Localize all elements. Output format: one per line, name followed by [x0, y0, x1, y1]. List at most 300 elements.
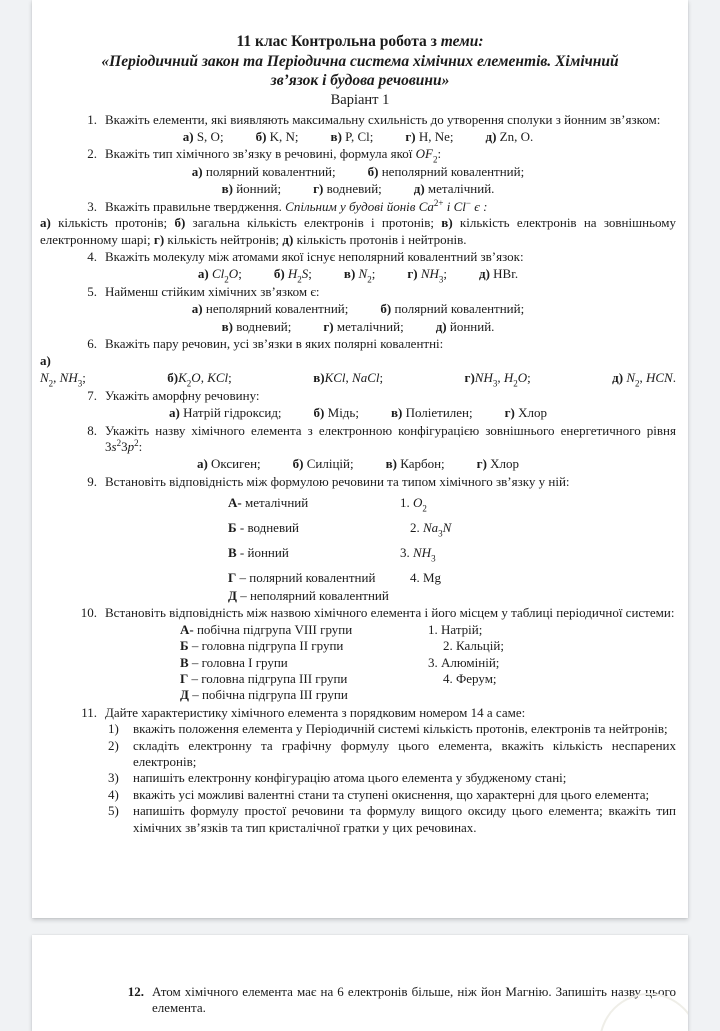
text-run: – неполярний ковалентний: [236, 588, 389, 604]
text-run: NH: [59, 370, 78, 386]
text-run: Оксиген;: [207, 456, 261, 472]
text-run: г): [504, 405, 515, 421]
match-right: [428, 671, 497, 687]
text-run: Вкажіть правильне твердження.: [105, 198, 286, 214]
text-run: металічний;: [333, 318, 404, 334]
doc-title-line: [32, 52, 688, 72]
match-row: [228, 544, 688, 564]
text-run: .: [672, 370, 676, 386]
formula-script: 3: [438, 528, 443, 539]
text-run: Дайте характеристику хімічного елемента з порядковим номером 14 а саме:: [105, 704, 526, 720]
match-left: [180, 622, 428, 638]
question-stem: [87, 387, 676, 404]
text-run: водневий;: [323, 181, 382, 197]
text-run: ,: [345, 370, 353, 386]
text-run: NH: [474, 370, 493, 386]
formula-script: 2: [422, 503, 427, 514]
text-run: полярний ковалентний;: [202, 163, 336, 179]
text-run: Б: [180, 638, 189, 654]
text-run: ;: [308, 266, 312, 282]
options-paragraph: [40, 215, 676, 248]
match-left: [228, 587, 400, 604]
option: [368, 163, 525, 181]
text-run: кількість електронів на зовнішньому електронному шарі;: [40, 215, 676, 247]
question-4: [32, 249, 688, 283]
question-3: [32, 199, 688, 248]
text-run: побічна підгрупа VIII групи: [193, 621, 353, 637]
text-run: б): [167, 370, 179, 386]
text-run: в): [330, 128, 342, 144]
text-run: :: [138, 438, 143, 454]
option: [313, 369, 383, 387]
text-run: H: [503, 370, 514, 386]
text-run: А-: [180, 621, 194, 637]
question-number: 8.: [87, 422, 97, 438]
option: [477, 455, 519, 473]
question-number: 5.: [87, 283, 97, 299]
document-title: [32, 32, 688, 91]
question-stem: [127, 984, 676, 1017]
text-run: і: [443, 198, 454, 214]
text-run: 1. Натрій;: [428, 621, 483, 637]
text-run: г): [407, 266, 421, 282]
text-run: Вкажіть елементи, які виявляють максимальну схильність до утворення сполуки з йонним зв’язком:: [105, 111, 661, 127]
text-run: Вкажіть тип хімічного зв’язку в речовині, формула якої: [105, 146, 416, 162]
text-run: K, N;: [266, 128, 299, 144]
formula-script: 2: [513, 378, 518, 389]
text-run: Спільним у будові йонів: [285, 198, 419, 214]
text-run: Cl: [453, 198, 466, 214]
text-run: – головна підгрупа III групи: [188, 670, 348, 686]
text-run: г): [153, 231, 165, 247]
options-row: [40, 318, 676, 336]
question-number: 11.: [81, 704, 97, 720]
text-run: Карбон;: [396, 456, 445, 472]
text-run: д): [479, 266, 490, 282]
text-run: KCl: [324, 370, 346, 386]
text-run: в): [441, 215, 453, 231]
text-run: вкажіть усі можливі валентні стани та ступені окиснення, що характерні для цього елемента;: [133, 786, 650, 802]
text-run: а): [191, 301, 203, 317]
text-run: Найменш стійким хімічних зв’язком є:: [105, 283, 320, 299]
text-run: кількість нейтронів;: [164, 231, 283, 247]
question-7: [32, 388, 688, 422]
text-run: складіть електронну та графічну формулу цього елемента, вкажіть кількість неспарених електронів;: [133, 737, 676, 769]
option: [197, 455, 261, 473]
subquestion-number: 5): [108, 803, 119, 819]
subquestion-list: [106, 721, 676, 836]
text-run: O: [413, 495, 423, 511]
text-run: водневий;: [232, 318, 292, 334]
options-row: [40, 455, 676, 473]
option: [274, 265, 312, 283]
formula-script: 2+: [433, 197, 444, 208]
text-run: ,: [497, 370, 504, 386]
text-run: K: [178, 370, 187, 386]
text-run: KCl: [207, 370, 229, 386]
text-run: Хлор: [514, 405, 548, 421]
text-run: Cl: [212, 266, 225, 282]
question-10: [32, 605, 688, 703]
text-run: в): [313, 370, 325, 386]
text-run: ,: [200, 370, 208, 386]
subquestion: [106, 787, 676, 803]
questions-page-1: [32, 112, 688, 836]
option: [256, 128, 299, 146]
match-left: [180, 687, 428, 703]
options-paragraph: [40, 353, 676, 369]
match-right: [400, 494, 427, 514]
option: [183, 128, 224, 146]
text-run: 3: [121, 438, 128, 454]
match-right: [428, 622, 482, 638]
match-right: [400, 569, 441, 586]
text-run: HCN: [646, 370, 673, 386]
question-stem: [87, 336, 676, 352]
match-right: [400, 544, 436, 564]
text-run: O: [517, 370, 528, 386]
match-row: [228, 569, 688, 586]
option: [192, 163, 336, 181]
text-run: Вкажіть молекулу між атомами якої існує неполярний ковалентний зв’язок:: [105, 249, 524, 265]
question-number: 3.: [87, 198, 97, 214]
question-stem: [87, 146, 676, 165]
option: [40, 369, 86, 387]
text-run: S, O;: [193, 128, 224, 144]
text-run: Б: [228, 520, 237, 536]
text-run: В: [228, 545, 237, 561]
match-table: [180, 622, 688, 704]
text-run: 2.: [410, 520, 423, 536]
option: [479, 265, 518, 283]
formula-script: 2: [367, 274, 372, 285]
text-run: д): [282, 231, 294, 247]
question-stem: [87, 197, 676, 215]
question-stem: [87, 283, 676, 300]
formula-script: 2: [186, 378, 192, 389]
text-run: Д: [180, 687, 189, 703]
option: [293, 455, 354, 473]
match-left: [228, 544, 400, 561]
text-run: N: [358, 266, 368, 282]
match-left: [180, 671, 428, 687]
text-run: Мідь;: [324, 405, 359, 421]
text-run: г): [464, 370, 475, 386]
option: [505, 404, 547, 422]
text-run: д): [612, 370, 627, 386]
text-run: неполярний ковалентний;: [378, 163, 525, 179]
question-2: [32, 146, 688, 197]
text-run: Na: [423, 520, 439, 536]
text-run: металічний: [241, 495, 309, 511]
text-run: NH: [413, 545, 432, 561]
subquestion: [106, 803, 676, 836]
options-row: [40, 265, 676, 283]
text-run: Укажіть назву хімічного елемента з електронною конфігурацією зовнішнього енергетичного рівня 3: [105, 422, 676, 454]
text-run: 3. Алюміній;: [428, 654, 500, 670]
doc-title-line: [32, 71, 688, 91]
option: [386, 455, 445, 473]
options-row: [40, 300, 676, 318]
text-run: - водневий: [236, 520, 300, 536]
text-run: Укажіть аморфну речовину:: [105, 387, 260, 403]
text-run: 4. Mg: [410, 570, 442, 586]
options-row: [40, 180, 676, 198]
text-run: NaCl: [352, 370, 380, 386]
text-run: йонний.: [446, 318, 495, 334]
match-left: [180, 638, 428, 654]
match-row: [228, 519, 688, 539]
question-stem: [87, 111, 676, 128]
text-run: - йонний: [236, 545, 289, 561]
formula-script: 2: [224, 274, 229, 285]
text-run: S: [301, 266, 309, 282]
question-8: [32, 423, 688, 473]
text-run: Встановіть відповідність між формулою речовини та типом хімічного зв’язку у ній:: [105, 473, 570, 489]
question-number: 2.: [87, 146, 97, 162]
match-row: [228, 587, 688, 604]
options-row: [40, 404, 676, 422]
question-number: 7.: [87, 387, 97, 403]
page-2: [32, 935, 688, 1031]
subquestion: [106, 770, 676, 786]
text-run: загальна кількість електронів і протонів;: [185, 215, 442, 231]
options-row: [40, 163, 676, 181]
subquestion: [106, 738, 676, 771]
formula-script: 3: [77, 378, 83, 389]
question-number: 9.: [87, 473, 97, 489]
text-run: б): [273, 266, 288, 282]
match-right: [428, 655, 499, 671]
variant-label: Варіант 1: [330, 91, 390, 108]
text-run: вкажіть положення елемента у Періодичній системі кількість протонів, електронів та нейтронів;: [133, 721, 668, 737]
text-run: напишіть формулу простої речовини та формулу вищого оксиду цього елемента; вкажіть тип хімічних зв’язків та тип кристалічної гратки у цих речовинах.: [133, 803, 676, 835]
text-run: полярний ковалентний;: [391, 301, 525, 317]
text-run: в): [390, 405, 403, 421]
match-row: [180, 622, 688, 638]
text-run: ;: [371, 266, 376, 282]
text-run: P, Cl;: [341, 128, 374, 144]
formula-script: 2: [48, 378, 54, 389]
text-run: кількість протонів і нейтронів.: [293, 231, 467, 247]
text-run: HBr.: [489, 266, 519, 282]
text-run: N: [626, 370, 635, 386]
text-run: в): [343, 266, 359, 282]
option: [169, 404, 282, 422]
subquestion-number: 1): [108, 721, 119, 737]
text-run: O: [228, 266, 239, 282]
option: [407, 265, 447, 283]
text-run: д): [413, 181, 425, 197]
text-run: г): [476, 456, 487, 472]
text-run: є :: [470, 198, 488, 214]
option: [380, 300, 524, 318]
text-run: Поліетилен;: [402, 405, 473, 421]
text-run: А-: [228, 495, 242, 511]
text-run: йонний;: [232, 181, 282, 197]
text-run: б): [174, 215, 186, 231]
match-table: [228, 494, 688, 604]
formula-script: 3: [431, 553, 436, 564]
text-run: N: [442, 520, 452, 536]
text-run: 2. Кальцій;: [443, 638, 504, 654]
option: [391, 404, 473, 422]
text-run: в): [221, 181, 233, 197]
option: [331, 128, 374, 146]
text-run: Г: [228, 570, 237, 586]
question-number: 12.: [127, 984, 144, 999]
text-run: б): [367, 163, 379, 179]
doc-title-line: [32, 32, 688, 52]
option: [192, 300, 349, 318]
text-run: зв’язок і будова речовини»: [270, 72, 450, 89]
text-run: Атом хімічного елемента має на 6 електронів більше, ніж йон Магнію. Запишіть назву цього елемента.: [152, 984, 676, 1016]
text-run: металічний.: [424, 181, 495, 197]
text-run: «Періодичний закон та Періодична система хімічних елементів. Хімічний: [101, 52, 619, 70]
question-6: [32, 336, 688, 389]
question-stem: [87, 473, 676, 490]
question-11: [32, 705, 688, 836]
question-number: 10.: [80, 605, 97, 621]
text-run: б): [313, 405, 325, 421]
text-run: O: [191, 370, 201, 386]
option: [198, 265, 242, 283]
text-run: :: [437, 146, 442, 162]
text-run: NH: [420, 266, 439, 282]
text-run: В: [180, 654, 189, 670]
question-1: [32, 112, 688, 146]
match-row: [180, 687, 688, 703]
text-run: теми:: [440, 33, 484, 50]
text-run: – головна I групи: [188, 654, 288, 670]
text-run: в): [385, 456, 397, 472]
text-run: 4. Ферум;: [443, 670, 497, 686]
question-5: [32, 284, 688, 335]
text-run: а): [40, 352, 51, 368]
text-run: Zn, O.: [496, 128, 534, 144]
text-run: напишіть електронну конфігурацію атома цього елемента у збудженому стані;: [133, 770, 567, 786]
match-row: [180, 671, 688, 687]
text-run: д): [435, 318, 447, 334]
question-stem: [87, 249, 676, 265]
text-run: кількість протонів;: [50, 215, 175, 231]
text-run: Натрій гідроксид;: [179, 405, 282, 421]
subquestion: [106, 721, 676, 737]
text-run: г): [323, 318, 334, 334]
question-number: 6.: [87, 336, 97, 352]
option: [313, 180, 382, 198]
formula-script: 3: [438, 274, 444, 285]
text-run: Д: [228, 588, 237, 604]
text-run: г): [405, 128, 416, 144]
formula-script: −: [465, 197, 471, 208]
option: [222, 318, 292, 336]
match-left: [228, 569, 400, 586]
question-stem: [80, 605, 676, 621]
option: [314, 404, 359, 422]
formula-script: 2: [297, 274, 302, 285]
question-12: [32, 984, 688, 1017]
match-left: [180, 655, 428, 671]
text-run: – побічна підгрупа III групи: [188, 687, 348, 703]
question-9: [32, 474, 688, 604]
question-number: 4.: [87, 249, 97, 265]
formula-script: 3: [492, 378, 498, 389]
option: [405, 128, 453, 146]
text-run: д): [485, 128, 497, 144]
formula-script: 2: [432, 154, 438, 165]
text-run: ;: [527, 370, 531, 386]
option: [167, 369, 232, 387]
option: [222, 180, 282, 198]
match-left: [228, 519, 400, 536]
text-run: а): [40, 215, 51, 231]
text-run: ,: [639, 370, 646, 386]
option: [612, 369, 676, 387]
text-run: в): [221, 318, 233, 334]
subquestion-number: 3): [108, 770, 119, 786]
text-run: Ca: [418, 198, 434, 214]
text-run: а): [191, 163, 203, 179]
match-left: [228, 494, 400, 511]
text-run: – полярний ковалентний: [236, 570, 376, 586]
option: [323, 318, 403, 336]
text-run: Встановіть відповідність між назвою хімічного елемента і його місцем у таблиці періодичної системи:: [105, 605, 675, 621]
text-run: N: [40, 370, 49, 386]
question-stem: [87, 422, 676, 456]
question-number: 1.: [87, 111, 97, 127]
text-run: ,: [53, 370, 60, 386]
text-run: Хлор: [486, 456, 520, 472]
match-row: [228, 494, 688, 514]
text-run: неполярний ковалентний;: [202, 301, 349, 317]
text-run: б): [255, 128, 267, 144]
formula-script: 2: [635, 378, 640, 389]
match-right: [428, 638, 504, 654]
text-run: 3.: [400, 545, 413, 561]
text-run: ;: [228, 370, 232, 386]
page-2-content: [32, 935, 688, 1031]
text-run: ;: [379, 370, 384, 386]
text-run: 11 клас Контрольна робота з: [236, 33, 441, 50]
question-stem: [81, 704, 676, 721]
option: [486, 128, 534, 146]
text-run: p: [127, 438, 135, 454]
text-run: OF: [415, 146, 433, 162]
questions-page-2: [32, 984, 688, 1017]
text-run: 1.: [400, 495, 413, 511]
text-run: – головна підгрупа II групи: [188, 638, 344, 654]
text-run: Вкажіть пару речовин, усі зв’язки в яких полярні ковалентні:: [105, 336, 444, 352]
option: [465, 369, 531, 387]
text-run: Г: [180, 670, 189, 686]
text-run: а): [197, 266, 212, 282]
formula-script: 2: [116, 437, 122, 448]
text-run: а): [182, 128, 194, 144]
match-right: [400, 519, 452, 539]
option: [414, 180, 495, 198]
option: [344, 265, 375, 283]
page-1-content: [32, 0, 688, 836]
text-run: ;: [443, 266, 447, 282]
options-row: [40, 128, 676, 146]
text-run: Силіцій;: [303, 456, 354, 472]
match-row: [180, 655, 688, 671]
text-run: ;: [82, 370, 86, 386]
text-run: г): [313, 181, 324, 197]
subquestion-number: 2): [108, 737, 119, 753]
subquestion-number: 4): [108, 786, 119, 802]
